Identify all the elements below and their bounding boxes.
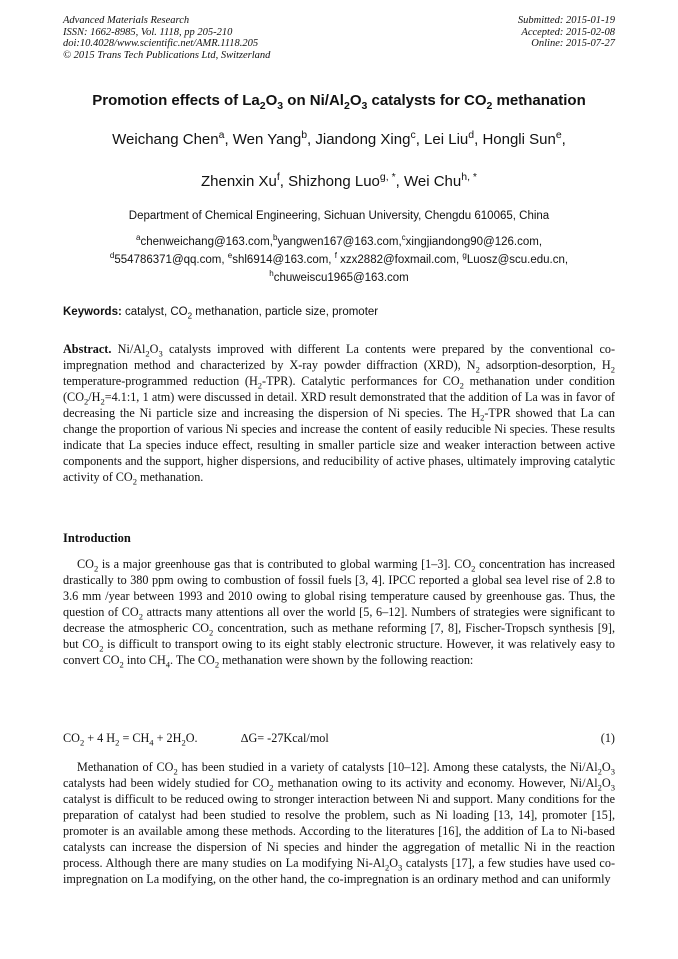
doi: doi:10.4028/www.scientific.net/AMR.1118.205 (63, 38, 259, 49)
keywords-label: Keywords: (63, 306, 122, 318)
email-line-2: $^d$554786371@qq.com, $^e$shl6914@163.com, $^f$ xzx2882@foxmail.com, $^g$Luosz@scu.edu.cn, (109, 251, 569, 266)
issn: ISSN: 1662-8985, Vol. 1118, pp 205-210 (63, 26, 233, 38)
email-a[interactable]: chenweichang@163.com, (140, 236, 273, 248)
page-header (63, 15, 615, 65)
abstract-label: Abstract. (63, 342, 112, 356)
introduction-heading: Introduction (63, 531, 131, 545)
online-date: Online: 2015-07-27 (531, 38, 615, 49)
paper-title: Promotion effects of $La_2O_3$ on $Ni/Al_2O_3$ catalysts for $CO_2$ methanation (92, 92, 586, 112)
email-d[interactable]: 554786371@qq.com, (114, 254, 225, 266)
email-e[interactable]: shl6914@163.com, (232, 254, 332, 266)
accepted-date: Accepted: 2015-02-08 (521, 26, 615, 38)
affiliation: Department of Chemical Engineering, Sichuan University, Chengdu 610065, China (128, 210, 550, 222)
email-f[interactable]: xzx2882@foxmail.com, (340, 254, 460, 266)
body-paragraph-2: Methanation of $CO_2$ has been studied in a variety of catalysts [10–12]. Among these catalysts, the $Ni/Al_2O_3$ catalysts had been widely studied for $CO_2$ methanation owing to its activity and economy. However, $Ni/Al_2O_3$ catalyst is difficult to be reduced owing to stronger interaction between Ni and support. Many conditions for the preparation of catalyst had been studied to resolve the problem, such as Ni loading [13, 14], promoter [15], promoter is an available among these methods. According to the literatures [16], the addition of La to Ni-based catalysts can increase the dispersion of Ni species and hinder the aggregation of metallic Ni in the reaction process. Although there are many studies on La modifying $Ni-Al_2O_3$ catalysts [17], a few studies have used co-impregnation on La modifying, on the other hand, the co-impregnation is an ordinary method and can uniformly (63, 760, 615, 886)
email-line-3: $^h$chuweiscu1965@163.com (269, 269, 409, 284)
copyright: © 2015 Trans Tech Publications Ltd, Switzerland (63, 49, 271, 61)
email-line-1: $^a$chenweichang@163.com,$^b$yangwen167@163.com,$^c$xingjiandong90@126.com, (135, 233, 543, 248)
abstract: Abstract. $Ni/Al_2O_3$ catalysts improved with different La contents were prepared by the conventional co-impregnation method and characterized by X-ray powder diffraction (XRD), $N_2$ adsorption-desorption, $H_2$ temperature-programmed reduction $(H_2-TPR)$. Catalytic performances for $CO_2$ methanation under condition ($CO_2/H_2=4.1:1$, 1 atm) were discussed in detail. XRD result demonstrated that the addition of La was in favor of decreasing the Ni particle size and increasing the dispersion of Ni species. The $H_2$-TPR showed that La can change the proportion of various Ni species and increase the content of easily reducible Ni species. These results indicate that La species induce effect, resulting in smaller particle size and weaker interaction between active components and the support, higher dispersions, and reducibility of active phases, ultimately improving catalytic activity of $CO_2$ methanation. (63, 342, 616, 487)
gibbs-energy: ∆G= -27Kcal/mol (241, 731, 329, 745)
equation-formula: $CO_2 + 4$ $H_2 = CH_4 + 2H_2O$. (63, 731, 198, 748)
introduction-paragraph: $CO_2$ is a major greenhouse gas that is contributed to global warming [1–3]. $CO_2$ concentration has increased drastically to 380 ppm owing to combustion of fossil fuels [3, 4]. IPCC reported a global sea level rise of 2.8 to 3.6 mm /year between 1993 and 2010 owing to global rising temperature caused by greenhouse gas. Thus, the question of $CO_2$ attracts many attentions all over the world [5, 6–12]. Numbers of strategies were significant to decrease the atmospheric $CO_2$ concentration, such as methane reforming [7, 8], Fischer-Tropsch synthesis [9], but $CO_2$ is difficult to transport owing to its eight stably electronic structure. However, it was relatively easy to convert $CO_2$ into $CH_4$. The $CO_2$ methanation were shown by the following reaction: (63, 557, 616, 670)
equation-number: (1) (600, 731, 615, 745)
keywords: Keywords: catalyst, $CO_2$ methanation, particle size, promoter (63, 306, 379, 321)
email-c[interactable]: xingjiandong90@126.com, (405, 236, 543, 248)
author-list-line-1: Weichang Chen$^a$, Wen Yang$^b$, Jiandong Xing$^c$, Lei Liu$^d$, Hongli Sun$^e$, (112, 129, 566, 148)
journal-name: Advanced Materials Research (63, 15, 190, 26)
journal-info (63, 15, 270, 61)
submitted-date: Submitted: 2015-01-19 (517, 15, 615, 26)
reaction-equation (63, 731, 615, 746)
email-b[interactable]: yangwen167@163.com, (277, 236, 402, 248)
email-g[interactable]: Luosz@scu.edu.cn, (466, 254, 569, 266)
email-h[interactable]: chuweiscu1965@163.com (273, 272, 409, 284)
dates-info (518, 15, 615, 50)
author-list-line-2: Zhenxin Xu$^f$, Shizhong Luo$^{g, *}$, Wei Chu$^{h, *}$ (200, 171, 478, 190)
